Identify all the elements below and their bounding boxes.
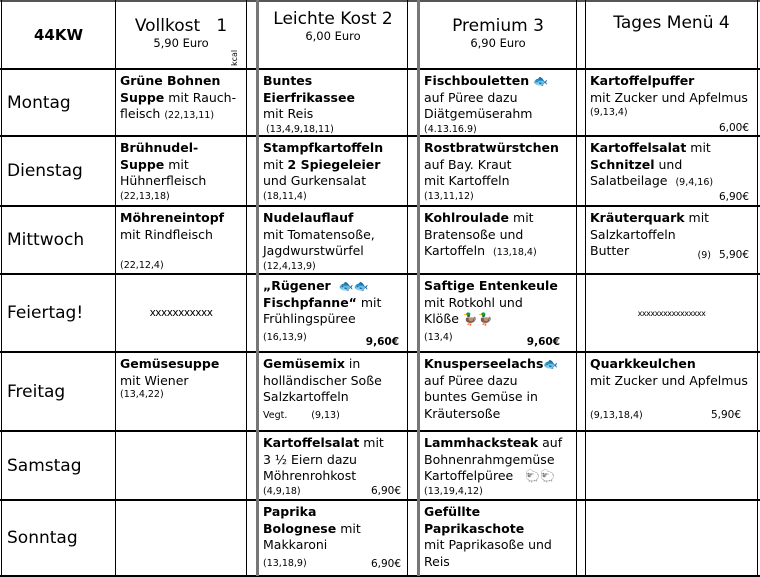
dish-desc: fleisch	[120, 106, 161, 121]
dish-name: „Rügener	[263, 278, 331, 293]
day-label: Dienstag	[7, 161, 83, 181]
allergens: (16,13,9)	[263, 331, 307, 343]
dish-name: Brühnudel-	[120, 140, 199, 155]
dish-name: Fischpfanne“	[263, 294, 357, 310]
dish-desc: mit	[336, 520, 361, 536]
dish-name: Stampfkartoffeln	[263, 140, 384, 155]
allergens: (13,4,9,18,11)	[266, 123, 334, 135]
price: 9,60€	[365, 336, 399, 348]
column-header-tagesmenue	[586, 13, 757, 33]
price: 6,90€	[718, 191, 749, 203]
dish-name: Suppe	[120, 89, 165, 105]
dish-name: Gemüsemix	[263, 356, 345, 371]
dish-name: Buntes	[263, 73, 313, 88]
column-price: 6,90 Euro	[470, 36, 526, 50]
menu-item-montag-vollkost	[116, 70, 246, 135]
dish-desc: mit Wiener	[120, 372, 189, 388]
dish-desc: Klöße	[424, 311, 459, 326]
allergens: (12,4,13,9)	[263, 260, 316, 272]
allergens: (13,18,9)	[263, 557, 307, 569]
dish-desc: mit Paprikasoße und	[424, 537, 552, 552]
dish-name: Lammhacksteak	[424, 435, 539, 450]
divider	[407, 0, 408, 576]
dish-desc: in	[344, 356, 361, 371]
fish-icon: 🐟	[533, 74, 549, 88]
dish-desc: auf Püree dazu	[424, 372, 518, 388]
day-label: Samstag	[7, 455, 82, 476]
dish-desc: mit Reis	[263, 106, 314, 121]
sheep-icon: 🐑	[525, 469, 541, 483]
dish-desc: Salzkartoffeln	[263, 389, 349, 404]
dish-name: Grüne Bohnen	[120, 73, 221, 88]
menu-item-freitag-premium	[420, 353, 576, 430]
column-header-leichte-kost	[259, 9, 407, 43]
allergens: (9,13,4)	[590, 107, 628, 118]
menu-item-samstag-premium	[420, 432, 576, 499]
column-header-premium	[420, 16, 576, 50]
dish-desc: Makkaroni	[263, 537, 328, 552]
day-label: Feiertag!	[7, 303, 84, 323]
column-title: Vollkost 1	[134, 16, 228, 36]
dish-desc: Hühnerfleisch	[120, 173, 207, 188]
dish-name: Kräuterquark	[590, 210, 685, 225]
dish-desc: mit Rotkohl und	[424, 294, 523, 310]
column-title: Tages Menü 4	[613, 13, 730, 33]
placeholder-text: xxxxxxxxxxxxxxxx	[637, 308, 706, 318]
menu-item-dienstag-vollkost	[116, 137, 246, 205]
menu-item-feiertag-tagesmenue	[586, 275, 757, 351]
allergens: (4,9,18)	[263, 485, 301, 497]
menu-item-mittwoch-premium	[420, 207, 576, 273]
dish-name: Saftige Entenkeule	[424, 278, 558, 293]
menu-item-feiertag-leichte-kost	[259, 275, 407, 351]
day-label: Sonntag	[7, 528, 78, 548]
dish-name: Eierfrikassee	[263, 89, 355, 105]
price: 6,90€	[370, 485, 401, 497]
dish-name: Fischbouletten	[424, 73, 530, 88]
dish-desc: mit	[356, 294, 382, 310]
dish-desc: buntes Gemüse in	[424, 389, 538, 404]
menu-item-dienstag-premium	[420, 137, 576, 205]
dish-desc: auf Püree dazu	[424, 89, 518, 105]
dish-desc: Möhrenrohkost	[263, 468, 357, 483]
day-label: Montag	[7, 92, 71, 113]
menu-item-mittwoch-tagesmenue	[586, 207, 757, 273]
allergens: (9,4,16)	[675, 177, 714, 188]
dish-desc: Salatbeilage	[590, 173, 668, 188]
menu-item-montag-tagesmenue	[586, 70, 757, 135]
allergens: (18,11,4)	[263, 190, 307, 202]
dish-name: Gemüsesuppe	[120, 356, 220, 371]
fish-icon: 🐟	[543, 357, 559, 371]
menu-item-mittwoch-vollkost	[116, 207, 246, 273]
allergens: (13,18,4)	[492, 247, 537, 258]
allergens: (9,13)	[311, 409, 340, 421]
fish-icon: 🐟	[338, 279, 354, 293]
price: 5,90€	[710, 409, 741, 421]
dish-desc: Frühlingspüree	[263, 311, 356, 326]
menu-item-dienstag-tagesmenue	[586, 137, 757, 205]
dish-desc: mit Tomatensoße,	[263, 226, 375, 242]
dish-desc: Bohnenrahmgemüse	[424, 451, 555, 467]
dish-name: Rostbratwürstchen	[424, 140, 559, 155]
menu-item-freitag-leichte-kost	[259, 353, 407, 430]
price: 9,60€	[526, 336, 560, 348]
allergens: (22,13,18)	[120, 190, 170, 202]
dish-desc: und	[654, 156, 683, 172]
menu-item-sonntag-vollkost	[116, 501, 246, 575]
menu-item-dienstag-leichte-kost	[259, 137, 407, 205]
vegetarian-label: Vegt.	[263, 409, 288, 421]
menu-item-montag-premium	[420, 70, 576, 135]
allergens: (9)	[697, 250, 711, 261]
menu-item-samstag-leichte-kost	[259, 432, 407, 499]
dish-desc: mit	[359, 435, 384, 450]
dish-desc: Butter	[590, 243, 630, 258]
dish-name: 2 Spiegeleier	[287, 156, 381, 172]
price: 6,90€	[370, 558, 401, 570]
dish-desc: Salzkartoffeln	[590, 226, 676, 242]
column-title: Premium 3	[452, 16, 544, 36]
dish-desc: Kartoffelpüree	[424, 468, 514, 483]
menu-item-sonntag-tagesmenue	[586, 501, 757, 575]
dish-name: Gefüllte	[424, 504, 481, 519]
menu-item-montag-leichte-kost	[259, 70, 407, 135]
column-title: Leichte Kost 2	[273, 9, 393, 29]
allergens: (13,4)	[424, 331, 453, 343]
dish-name: Kartoffelpuffer	[590, 73, 695, 88]
dish-name: Kohlroulade	[424, 210, 510, 225]
dish-name: Quarkkeulchen	[590, 356, 696, 371]
allergens: (22,13,11)	[164, 110, 215, 121]
price: 6,00€	[718, 122, 749, 134]
dish-desc: und Gurkensalat	[263, 173, 367, 188]
duck-icon: 🦆	[462, 312, 478, 326]
menu-item-samstag-vollkost	[116, 432, 246, 499]
divider	[246, 0, 247, 576]
allergens: (13,19,4,12)	[424, 485, 483, 497]
menu-item-feiertag-premium	[420, 275, 576, 351]
dish-desc: mit Zucker und Apfelmus	[590, 372, 748, 388]
dish-desc: mit Rindfleisch	[120, 226, 213, 242]
week-label: 44KW	[33, 26, 84, 44]
allergens: (13,11,12)	[424, 190, 474, 202]
column-price: 6,00 Euro	[305, 29, 361, 43]
duck-icon: 🦆	[477, 312, 493, 326]
dish-desc: Diätgemüserahm	[424, 106, 533, 121]
dish-desc: mit	[263, 156, 288, 172]
dish-name: Kartoffelsalat	[590, 140, 687, 155]
dish-desc: mit Rauch-	[164, 89, 237, 105]
dish-desc: mit	[684, 210, 710, 225]
placeholder-text: xxxxxxxxxxx	[149, 307, 213, 319]
dish-desc: mit	[509, 210, 534, 225]
column-price: 5,90 Euro	[153, 36, 209, 50]
allergens: (13,4,22)	[120, 389, 164, 400]
dish-desc: holländischer Soße	[263, 372, 382, 388]
day-label: Freitag	[7, 381, 66, 402]
dish-desc: mit Kartoffeln	[424, 173, 510, 188]
dish-desc: Bratensoße und	[424, 226, 524, 242]
dish-desc: Kräutersoße	[424, 405, 501, 421]
menu-item-feiertag-vollkost	[116, 275, 246, 351]
dish-desc: 3 ½ Eiern dazu	[263, 451, 357, 467]
menu-item-sonntag-premium	[420, 501, 576, 575]
divider	[576, 0, 577, 576]
dish-desc: auf	[538, 435, 563, 450]
menu-item-freitag-tagesmenue	[586, 353, 757, 430]
menu-item-mittwoch-leichte-kost	[259, 207, 407, 273]
dish-name: Nudelauflauf	[263, 210, 354, 225]
allergens: (22,12,4)	[120, 260, 164, 271]
column-header-vollkost	[116, 16, 246, 50]
dish-name: Paprikaschote	[424, 520, 525, 536]
dish-desc: Kartoffeln	[424, 243, 486, 258]
dish-desc: mit	[686, 140, 711, 155]
price: 5,90€	[718, 249, 749, 261]
menu-item-freitag-vollkost	[116, 353, 246, 430]
dish-name: Möhreneintopf	[120, 210, 225, 225]
kcal-label: kcal	[230, 49, 239, 66]
sheep-icon: 🐑	[540, 469, 556, 483]
dish-desc: auf Bay. Kraut	[424, 156, 512, 172]
dish-name: Schnitzel	[590, 156, 655, 172]
dish-desc: mit	[164, 156, 189, 172]
allergens: (4.13.16.9)	[424, 123, 477, 135]
dish-desc: mit Zucker und Apfelmus	[590, 89, 748, 105]
dish-name: Kartoffelsalat	[263, 435, 360, 450]
menu-item-samstag-tagesmenue	[586, 432, 757, 499]
dish-desc: Jagdwurstwürfel	[263, 243, 364, 258]
day-label: Mittwoch	[7, 230, 85, 250]
allergens: (9,13,18,4)	[590, 410, 643, 421]
dish-desc: Reis	[424, 553, 450, 569]
dish-name: Paprika	[263, 504, 317, 519]
fish-icon: 🐟	[353, 279, 369, 293]
dish-name: Suppe	[120, 156, 165, 172]
dish-name: Bolognese	[263, 520, 337, 536]
dish-name: Knusperseelachs	[424, 356, 544, 371]
divider	[757, 0, 758, 576]
menu-item-sonntag-leichte-kost	[259, 501, 407, 575]
